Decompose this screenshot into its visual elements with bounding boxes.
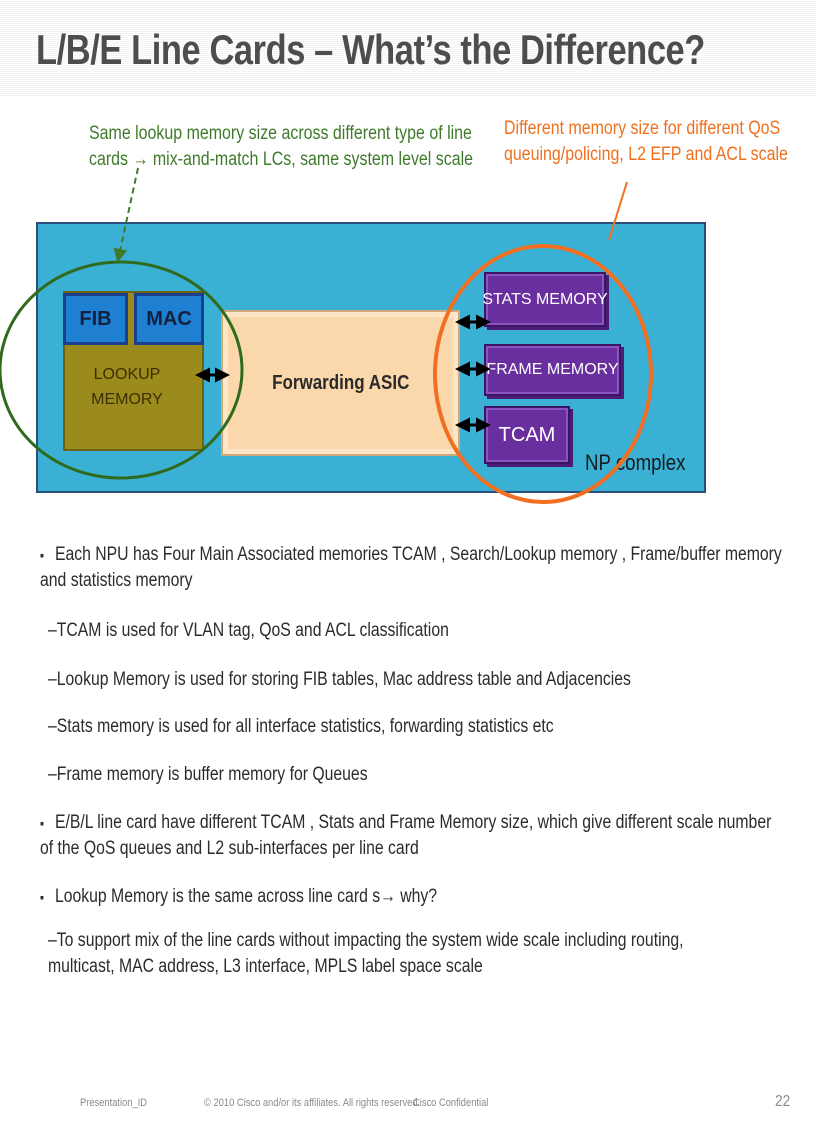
footer-confidential: Cisco Confidential bbox=[413, 1097, 489, 1109]
bullet-text: E/B/L line card have different TCAM , Stats and Frame Memory size, which give different scale number of the QoS queues and L2 sub-interfaces per line card bbox=[40, 812, 772, 859]
sub-bullet-frame-memory: –Frame memory is buffer memory for Queues bbox=[48, 764, 368, 785]
stats-memory-label: STATS MEMORY bbox=[482, 290, 608, 308]
green-dashed-arrow bbox=[118, 168, 138, 260]
bullet-item bbox=[40, 884, 787, 910]
bullet-text: Each NPU has Four Main Associated memories TCAM , Search/Lookup memory , Frame/buffer memory and statistics memory bbox=[40, 544, 782, 591]
forwarding-asic-label: Forwarding ASIC bbox=[271, 371, 410, 394]
footer-presentation-id: Presentation_ID bbox=[80, 1097, 148, 1109]
bullet-item bbox=[40, 810, 787, 862]
sub-bullet-lookup-memory: –Lookup Memory is used for storing FIB tables, Mac address table and Adjacencies bbox=[48, 669, 631, 690]
footer-copyright: © 2010 Cisco and/or its affiliates. All rights reserved. bbox=[204, 1097, 421, 1109]
bullet-item bbox=[40, 542, 787, 594]
callout-same-lookup-memory: Same lookup memory size across different type of line cards → mix-and-match LCs, same system level scale bbox=[89, 123, 474, 170]
frame-memory-label: FRAME MEMORY bbox=[486, 361, 619, 378]
fib-label: FIB bbox=[79, 307, 112, 330]
sub-bullet-tcam: –TCAM is used for VLAN tag, QoS and ACL classification bbox=[48, 620, 449, 641]
page-number: 22 bbox=[775, 1093, 791, 1110]
sub-bullet-stats-memory: –Stats memory is used for all interface statistics, forwarding statistics etc bbox=[48, 716, 554, 737]
diagram-overlay bbox=[0, 0, 816, 560]
mac-label: MAC bbox=[146, 307, 192, 330]
lookup-memory-label: LOOKUP MEMORY bbox=[91, 366, 163, 408]
square-bullet-icon: ▪ bbox=[40, 547, 45, 563]
np-complex-label: NP complex bbox=[585, 450, 686, 475]
lookup-group-circle bbox=[0, 262, 242, 478]
memory-group-circle bbox=[435, 246, 651, 502]
bullet-text: Lookup Memory is the same across line card s→ why? bbox=[54, 886, 438, 907]
slide-title: L/B/E Line Cards – What’s the Difference? bbox=[36, 26, 705, 73]
tcam-label: TCAM bbox=[498, 423, 556, 446]
sub-bullet-mix-line-cards: –To support mix of the line cards without impacting the system wide scale including routing, multicast, MAC address, L3 interface, MPLS label space scale bbox=[48, 930, 684, 977]
orange-pointer-line bbox=[609, 182, 627, 240]
square-bullet-icon: ▪ bbox=[40, 815, 45, 831]
callout-different-memory: Different memory size for different QoS queuing/policing, L2 EFP and ACL scale bbox=[504, 118, 788, 165]
square-bullet-icon: ▪ bbox=[40, 889, 45, 905]
